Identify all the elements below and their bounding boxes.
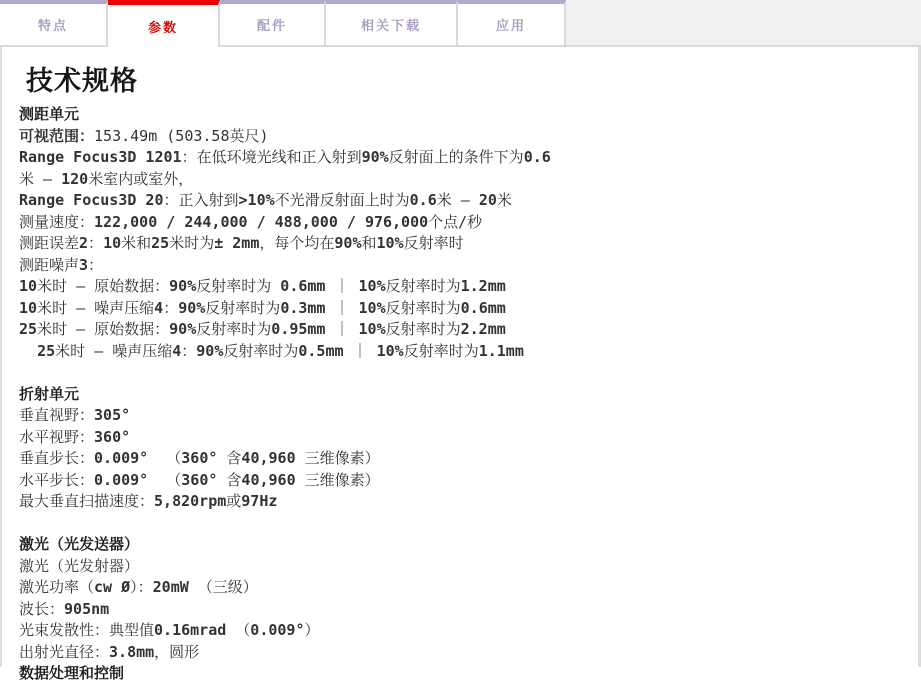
spec-text-segment: 97Hz bbox=[241, 492, 278, 510]
spec-text-segment: 水平视野： bbox=[19, 427, 95, 446]
spec-text-segment: 测距噪声 bbox=[19, 255, 80, 274]
spec-text-segment: 米室内或室外， bbox=[88, 169, 194, 188]
spec-text-segment: 3.8mm bbox=[109, 642, 155, 661]
spec-text-segment: 10% bbox=[358, 320, 386, 338]
spec-text-segment: 反射率时为 bbox=[385, 320, 461, 338]
spec-text-segment: 0.95mm bbox=[271, 320, 326, 338]
spec-text-segment: ｜ bbox=[325, 298, 359, 317]
spec-line bbox=[19, 126, 898, 148]
tab-accessories[interactable]: 配件 bbox=[220, 0, 326, 47]
spec-text-segment: 测距误差 bbox=[19, 234, 80, 252]
spec-text-segment: 米时为 bbox=[169, 234, 215, 252]
tab-applications[interactable]: 应用 bbox=[458, 0, 566, 47]
spec-text-segment: 反射面上的条件下为 bbox=[388, 148, 524, 166]
spec-section-header: 测距单元 bbox=[19, 105, 80, 123]
spec-text-segment: 米时 – 原始数据： bbox=[37, 277, 170, 295]
spec-text-segment: 0.6mm bbox=[460, 298, 506, 317]
spec-text-segment: 含 bbox=[217, 449, 242, 467]
spec-list bbox=[19, 104, 898, 685]
spec-text-segment: 米时 – 原始数据： bbox=[37, 320, 170, 338]
spec-text-segment: 0.6 bbox=[409, 191, 437, 209]
spec-line bbox=[19, 577, 898, 599]
spec-text-segment: ： bbox=[88, 234, 104, 252]
spec-text-segment: 90% bbox=[334, 234, 362, 252]
spec-line bbox=[19, 255, 898, 277]
spec-text-segment: 0.3mm bbox=[280, 298, 326, 317]
spec-text-segment: 0.009° bbox=[94, 470, 149, 489]
spec-section bbox=[19, 534, 898, 663]
spec-text-segment: 90% bbox=[178, 298, 206, 317]
spec-text-segment: ± 2mm bbox=[214, 234, 260, 252]
spec-text-segment: 0.6mm bbox=[280, 277, 326, 295]
spec-line bbox=[19, 319, 898, 341]
spec-text-segment: 激光（光发射器） bbox=[19, 556, 140, 575]
spec-text-segment: 3 bbox=[79, 255, 89, 274]
spec-text-segment: 和 bbox=[361, 234, 377, 252]
spec-text-segment: 0.16mrad bbox=[154, 621, 227, 639]
spec-line bbox=[19, 599, 898, 621]
spec-section bbox=[19, 384, 898, 513]
spec-text-segment: （ bbox=[148, 449, 182, 467]
spec-line bbox=[19, 169, 898, 191]
spec-text-segment: 反射率时为 bbox=[385, 298, 461, 317]
spec-line bbox=[19, 448, 898, 470]
spec-text-segment: 360° bbox=[181, 470, 218, 489]
spec-text-segment: ｜ bbox=[325, 320, 359, 338]
spec-line bbox=[19, 190, 898, 212]
spec-text-segment: 90% bbox=[169, 277, 197, 295]
spec-text-segment: ，每个均在 bbox=[259, 234, 335, 252]
spec-text-segment: 米时 – 噪声压缩 bbox=[55, 341, 173, 360]
spec-text-segment: 最大垂直扫描速度： bbox=[19, 492, 155, 510]
spec-text-segment: ：正入射到 bbox=[163, 191, 239, 209]
spec-text-segment: 三维像素） bbox=[295, 470, 380, 489]
spec-text-segment: 反射率时为 bbox=[403, 341, 479, 360]
spec-text-segment: 米 – bbox=[436, 191, 479, 209]
spec-line bbox=[19, 427, 898, 449]
spec-section-header: 激光（光发送器） bbox=[19, 535, 140, 553]
spec-text-segment: 90% bbox=[361, 148, 389, 166]
spec-text-segment: 5,820rpm bbox=[154, 492, 227, 510]
spec-text-segment: 1.2mm bbox=[460, 277, 506, 295]
spec-text-segment: 40,960 bbox=[241, 449, 296, 467]
spec-text-segment: 25 bbox=[19, 320, 38, 338]
spec-text-segment: 垂直视野： bbox=[19, 406, 95, 424]
spec-text-segment: 出射光直径： bbox=[19, 642, 110, 661]
spec-text-segment: 122,000 / 244,000 / 488,000 / 976,000 bbox=[94, 212, 429, 231]
tab-downloads[interactable]: 相关下载 bbox=[326, 0, 458, 47]
spec-text-segment: 可视范围： bbox=[19, 126, 95, 145]
spec-text-segment: 反射率时为 bbox=[385, 277, 461, 295]
spec-line bbox=[19, 276, 898, 298]
spec-text-segment: 10 bbox=[19, 277, 38, 295]
spec-text-segment: 25 bbox=[151, 234, 170, 252]
spec-text-segment: 10% bbox=[376, 341, 404, 360]
spec-text-segment: 0.009° bbox=[94, 449, 149, 467]
spec-text-segment: 激光功率（ bbox=[19, 578, 95, 596]
spec-text-segment: 波长： bbox=[19, 599, 65, 618]
spec-text-segment: ： bbox=[163, 298, 179, 317]
spec-text-segment: Range Focus3D 1201 bbox=[19, 148, 182, 166]
spec-text-segment: 反射率时为 bbox=[196, 277, 281, 295]
spec-line bbox=[19, 620, 898, 642]
spec-text-segment: 10% bbox=[358, 277, 386, 295]
spec-text-segment: ： bbox=[88, 255, 104, 274]
tab-bar-filler bbox=[566, 0, 921, 47]
spec-text-segment: 905nm bbox=[64, 599, 110, 618]
spec-text-segment: （ bbox=[148, 470, 182, 489]
spec-line bbox=[19, 147, 898, 169]
spec-text-segment: 20mW bbox=[152, 578, 189, 596]
page-title: 技术规格 bbox=[26, 66, 138, 96]
spec-text-segment: 光束发散性：典型值 bbox=[19, 621, 155, 639]
spec-line bbox=[19, 233, 898, 255]
spec-text-segment: ） bbox=[304, 621, 320, 639]
spec-line bbox=[19, 642, 898, 664]
spec-text-segment: 米 bbox=[496, 191, 512, 209]
spec-text-segment bbox=[19, 342, 37, 360]
spec-text-segment: 反射率时为 bbox=[223, 341, 299, 360]
spec-text-segment: 25 bbox=[37, 341, 56, 360]
spec-line bbox=[19, 556, 898, 578]
spec-text-segment: 或 bbox=[226, 492, 242, 510]
spec-text-segment: 米时 – 噪声压缩 bbox=[37, 298, 155, 317]
spec-text-segment: 不光滑反射面上时为 bbox=[274, 191, 410, 209]
spec-line bbox=[19, 491, 898, 513]
spec-line bbox=[19, 212, 898, 234]
spec-text-segment: 305° bbox=[94, 406, 131, 424]
tab-list bbox=[0, 0, 566, 47]
spec-text-segment: ｜ bbox=[325, 277, 359, 295]
spec-text-segment: 2 bbox=[79, 234, 89, 252]
spec-text-segment: ：在低环境光线和正入射到 bbox=[181, 148, 362, 166]
spec-text-segment: cw Ø bbox=[94, 578, 131, 596]
tab-bar bbox=[0, 0, 921, 47]
spec-text-segment: >10% bbox=[238, 191, 275, 209]
spec-text-segment: 360° bbox=[94, 427, 131, 446]
spec-text-segment: 10% bbox=[358, 298, 386, 317]
spec-text-segment: （三级） bbox=[188, 578, 258, 596]
spec-text-segment: 反射率时 bbox=[403, 234, 464, 252]
spec-text-segment: 个点/秒 bbox=[428, 212, 483, 231]
spec-text-segment: 2.2mm bbox=[460, 320, 506, 338]
spec-text-segment: 4 bbox=[154, 298, 164, 317]
spec-text-segment: 含 bbox=[217, 470, 242, 489]
spec-text-segment: 10 bbox=[103, 234, 122, 252]
spec-line bbox=[19, 405, 898, 427]
spec-section bbox=[19, 104, 898, 362]
spec-text-segment: 10 bbox=[19, 298, 38, 317]
spec-text-segment: 0.5mm bbox=[298, 341, 344, 360]
spec-text-segment: 40,960 bbox=[241, 470, 296, 489]
spec-section-header: 数据处理和控制 bbox=[19, 664, 125, 682]
spec-text-segment: 米 – bbox=[19, 169, 62, 188]
spec-text-segment: 测量速度： bbox=[19, 212, 95, 231]
spec-line bbox=[19, 298, 898, 320]
spec-text-segment: Range Focus3D 20 bbox=[19, 191, 164, 209]
spec-text-segment: 20 bbox=[478, 191, 497, 209]
spec-text-segment: 垂直步长： bbox=[19, 449, 95, 467]
spec-text-segment: 90% bbox=[169, 320, 197, 338]
spec-section-header: 折射单元 bbox=[19, 384, 80, 403]
spec-text-segment: ： bbox=[181, 341, 197, 360]
spec-section bbox=[19, 663, 898, 685]
spec-text-segment: 0.6 bbox=[523, 148, 551, 166]
spec-text-segment: 反射率时为 bbox=[205, 298, 281, 317]
spec-text-segment: 90% bbox=[196, 341, 224, 360]
spec-text-segment: 0.009° bbox=[250, 621, 305, 639]
spec-text-segment: 水平步长： bbox=[19, 470, 95, 489]
spec-text-segment: ）： bbox=[130, 578, 153, 596]
spec-text-segment: ，圆形 bbox=[154, 642, 200, 661]
spec-text-segment: 153.49m (503.58英尺) bbox=[94, 126, 269, 145]
tab-features[interactable]: 特点 bbox=[0, 0, 108, 47]
spec-text-segment: ｜ bbox=[343, 341, 377, 360]
spec-text-segment: 120 bbox=[61, 169, 89, 188]
spec-text-segment: 10% bbox=[376, 234, 404, 252]
spec-text-segment: 4 bbox=[172, 341, 182, 360]
content-panel bbox=[0, 47, 921, 682]
spec-line bbox=[19, 470, 898, 492]
spec-text-segment: 米和 bbox=[121, 234, 152, 252]
tab-parameters[interactable]: 参数 bbox=[108, 0, 220, 47]
spec-text-segment: 三维像素） bbox=[295, 449, 380, 467]
spec-text-segment: 360° bbox=[181, 449, 218, 467]
spec-text-segment: 反射率时为 bbox=[196, 320, 272, 338]
spec-text-segment: （ bbox=[226, 621, 251, 639]
spec-text-segment: 1.1mm bbox=[478, 341, 524, 360]
spec-line bbox=[19, 341, 898, 363]
